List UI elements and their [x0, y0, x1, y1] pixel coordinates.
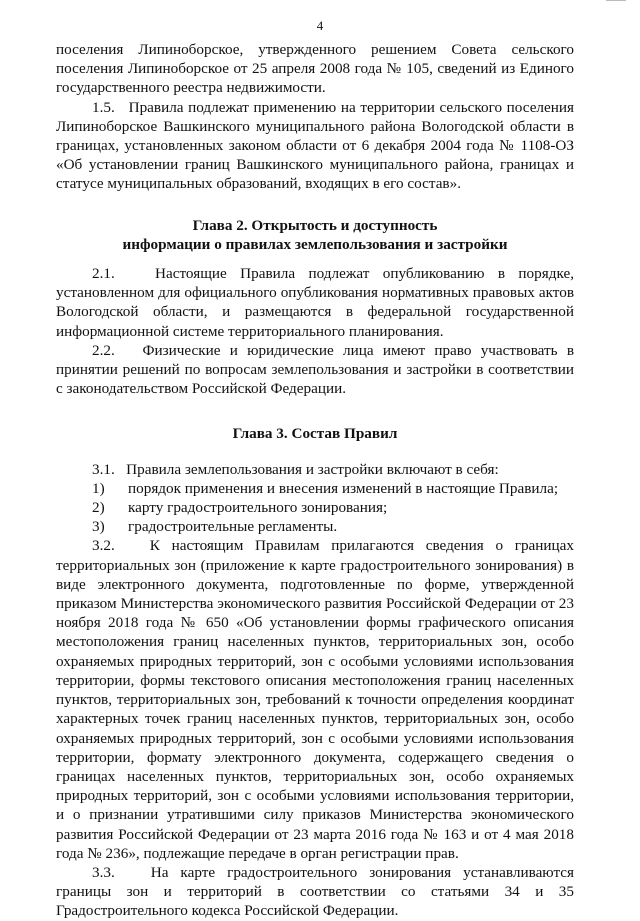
paragraph-intro-continuation: поселения Липиноборское, утвержденного решением Совета сельского поселения Липиноборское от 25 апреля 2008 года № 105, сведений из Единого государственного реестра недвижимости. [56, 41, 574, 97]
list-item-number: 3) [92, 518, 105, 536]
chapter-3-title: Глава 3. Состав Правил [232, 425, 398, 443]
paragraph-3-1: 3.1. Правила землепользования и застройки включают в себя: [92, 460, 499, 478]
chapter-2-title-line-1: Глава 2. Открытость и доступность [192, 216, 438, 234]
page-content [56, 40, 574, 921]
paragraph-3-3: 3.3. На карте градостроительного зонирования устанавливаются границы зон и территорий в соответствии со статьями 34 и 35 Градостроительного кодекса Российской Федерации. [56, 863, 574, 920]
paragraph-1-5: 1.5. Правила подлежат применению на территории сельского поселения Липиноборское Вашкинского муниципального района Вологодской области в границах, установленных законом области от 6 декабря 2004 года № 1108-ОЗ «Об установлении границ Вашкинского муниципального района, границах и статусе муниципальных образований, входящих в его состав». [56, 98, 574, 193]
page-number: 4 [316, 18, 324, 33]
list-item-text: порядок применения и внесения изменений в настоящие Правила; [128, 479, 559, 497]
paragraph-3-2: 3.2. К настоящим Правилам прилагаются сведения о границах территориальных зон (приложение к карте градостроительного зонирования) в виде электронного документа, подготовленные по форме, утвержденной приказом Министерства экономического развития Российской Федерации от 23 ноября 2018 года № 650 «Об установлении формы графического описания местоположения границ населенных пунктов, территориальных зон, особо охраняемых природных территорий, зон с особыми условиями использования территории, формы текстового описания местоположения границ населенных пунктов, территориальных зон, требований к точности определения координат характерных точек границ населенных пунктов, территориальных зон, особо охраняемых природных территорий, зон с особыми условиями использования территории, формату электронного документа, содержащего сведения о границах населенных пунктов, территориальных зон, особо охраняемых природных территорий, зон с особыми условиями использования территории, и о признании утратившими силу приказов Министерства экономического развития Российской Федерации от 23 марта 2016 года № 163 и от 4 мая 2018 года № 236», подлежащие передаче в орган регистрации прав. [56, 537, 574, 862]
list-item-number: 2) [92, 499, 105, 517]
list-item-text: карту градостроительного зонирования; [128, 499, 388, 517]
paragraph-2-2: 2.2. Физические и юридические лица имеют право участвовать в принятии решений по вопросам землепользования и застройки в соответствии с законодательством Российской Федерации. [56, 341, 574, 398]
list-item [56, 517, 574, 536]
paragraph-2-1: 2.1. Настоящие Правила подлежат опубликованию в порядке, установленном для официального опубликования нормативных правовых актов Вологодской области, и размещаются в федеральной государственной информационной системе территориального планирования. [56, 265, 574, 340]
chapter-2-title-line-2: информации о правилах землепользования и застройки [122, 235, 508, 253]
list-item [56, 498, 574, 517]
list-item-number: 1) [92, 479, 105, 497]
list-item-text: градостроительные регламенты. [128, 518, 338, 536]
corner-mark [606, 0, 626, 3]
list-item [56, 479, 574, 498]
